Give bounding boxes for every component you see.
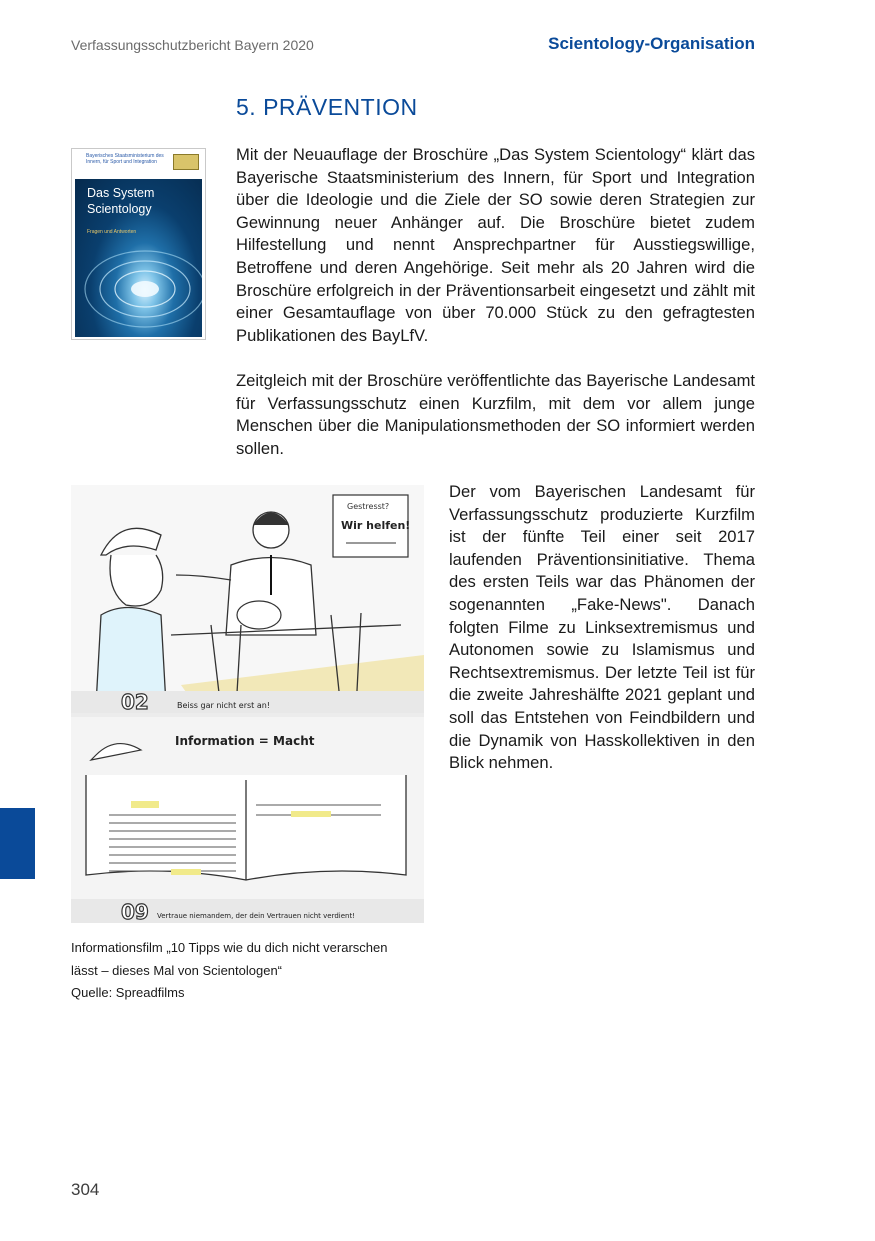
paragraph-2: Zeitgleich mit der Broschüre veröffentlichte das Bayerische Landesamt für Verfassungsschutz einen Kurzfilm, mit dem vor allem junge Menschen über die Manipulationsmethoden der SO informiert werden sollen. [236,371,755,458]
brochure-cover-artwork [75,179,202,337]
running-header-left: Verfassungsschutzbericht Bayern 2020 [71,37,314,53]
brochure-cover-image [71,148,206,340]
brochure-title [87,185,154,217]
sign-line2: Wir helfen! [341,519,411,532]
brochure-title-line1: Das System [87,186,155,200]
caption-line1: Informationsfilm „10 Tipps wie du dich nicht verarschen [71,940,388,955]
tip2-text: Vertraue niemandem, der dein Vertrauen nicht verdient! [157,912,356,920]
caption-line2: lässt – dieses Mal von Scientologen“ [71,962,283,978]
paragraph-3: Der vom Bayerischen Landesamt für Verfassungsschutz produzierte Kurzfilm ist der fünfte Teil einer seit 2017 laufenden Präventionsinitiative. Thema des ersten Teils war das Phänomen der sogenannten „Fake-News". Danach folgten Filme zu Linksextremismus und Autonomen sowie zu Islamismus und Rechtsextremismus. Der letzte Teil ist für die zweite Jahreshälfte 2021 geplant und soll das Entstehen von Feindbildern und die Dynamik von Hasskollektiven in den Blick nehmen. [449,482,755,773]
brochure-cover-header [72,149,205,179]
caption-source: Quelle: Spreadfilms [71,985,185,1000]
sign-line1: Gestresst? [347,502,390,511]
bavarian-crest-icon [173,154,199,170]
page-number: 304 [71,1180,100,1199]
chapter-marker-tab [0,808,35,879]
tip2-number: 09 [121,900,149,923]
running-header-right: Scientology-Organisation [548,34,755,53]
paragraph-1: Mit der Neuauflage der Broschüre „Das System Scientology“ klärt das Bayerische Staatsministerium des Innern, für Sport und Integration über die Ideologie und die Ziele der SO sowie deren Strategien zur Gewinnung neuer Anhänger auf. Die Broschüre bietet zudem Hilfestellung und nennt Ansprechpartner für Ausstiegswillige, Betroffene und deren Angehörige. Seit mehr als 20 Jahren wird die Broschüre erfolgreich in der Präventionsarbeit eingesetzt und zählt mit einer Gesamtauflage von über 70.000 Stück zu den gefragtesten Publikationen des BayLfV. [236,145,755,345]
tip1-number: 02 [121,690,149,714]
section-title: 5. PRÄVENTION [236,94,418,120]
tip1-text: Beiss gar nicht erst an! [177,701,271,710]
figure-caption [71,937,387,1005]
film-illustration-image [71,485,424,923]
brochure-subtitle: Fragen und Antworten [87,229,137,235]
brochure-ministry-text: Bayerisches Staatsministerium des Innern, für Sport und Integration [86,153,164,165]
film-illustration-svg [71,485,424,923]
panel2-heading: Information = Macht [175,734,315,748]
brochure-title-line2: Scientology [87,202,152,216]
